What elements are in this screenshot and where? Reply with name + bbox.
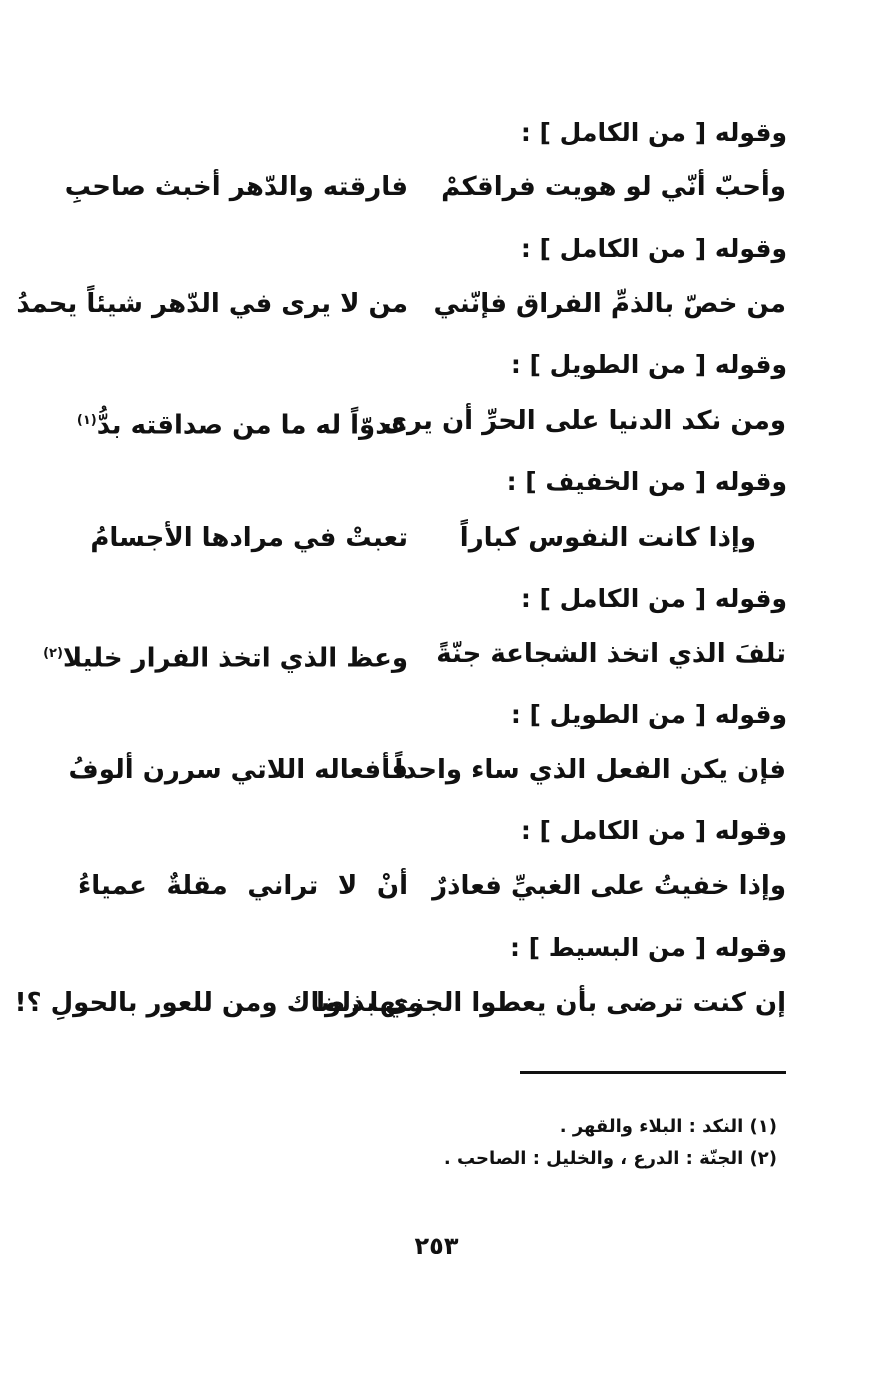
verse-first-hemistich: من خصّ بالذمِّ الفراق فإنّني bbox=[433, 289, 786, 319]
verse-heading: وقوله [ من الكامل ] : bbox=[520, 584, 787, 613]
verse-second-text: عدوّاً له ما من صداقته بدُّ bbox=[96, 410, 408, 441]
verse-first-hemistich: إن كنت ترضى بأن يعطوا الجزي بذلوا bbox=[316, 988, 786, 1018]
verse-second-hemistich: فأفعاله اللاتي سررن ألوفُ bbox=[68, 755, 408, 785]
verse-first-hemistich: وإذا كانت النفوس كباراً bbox=[459, 523, 756, 553]
verse-heading: وقوله [ من البسيط ] : bbox=[509, 933, 787, 962]
verse-line bbox=[16, 284, 786, 324]
verse-line bbox=[78, 518, 786, 558]
verse-heading: وقوله [ من الكامل ] : bbox=[520, 816, 787, 845]
verse-first-hemistich: فإن يكن الفعل الذي ساء واحداً bbox=[394, 755, 786, 785]
verse-second-hemistich: منها رضاك ومن للعور بالحولِ ؟! bbox=[14, 988, 423, 1018]
verse-heading: وقوله [ من الكامل ] : bbox=[520, 234, 787, 263]
verse-first-hemistich: ومن نكد الدنيا على الحرِّ أن يرى bbox=[383, 406, 786, 436]
verse-second-hemistich: فارقته والدّهر أخبث صاحبِ bbox=[64, 172, 408, 202]
verse-second-hemistich: من لا يرى في الدّهر شيئاً يحمدُ bbox=[16, 289, 408, 319]
verse-heading: وقوله [ من الخفيف ] : bbox=[506, 467, 787, 496]
verse-second-hemistich: تعبتْ في مرادها الأجسامُ bbox=[90, 523, 408, 553]
verse-line bbox=[78, 866, 786, 906]
verse-heading: وقوله [ من الطويل ] : bbox=[510, 700, 787, 729]
verse-second-hemistich bbox=[78, 401, 408, 446]
footnote-marker: (٢) bbox=[43, 646, 63, 661]
footnote-marker: (١) bbox=[76, 413, 97, 428]
verse-second-hemistich bbox=[43, 634, 408, 679]
verse-line bbox=[68, 750, 786, 790]
page-number: ٢٥٣ bbox=[414, 1232, 459, 1260]
verse-first-hemistich: وأحبّ أنّي لو هويت فراقكمْ bbox=[441, 172, 786, 202]
verse-first-hemistich: وإذا خفيتُ على الغبيِّ فعاذرٌ bbox=[432, 871, 786, 901]
verse-line bbox=[43, 634, 786, 674]
verse-second-text: وعظ الذي اتخذ الفرار خليلا bbox=[62, 643, 408, 674]
verse-second-hemistich: أنْ لا تراني مقلةٌ عمياءُ bbox=[78, 871, 408, 901]
verse-heading: وقوله [ من الكامل ] : bbox=[520, 118, 787, 147]
footnote: (١) النكد : البلاء والقهر . bbox=[559, 1116, 777, 1137]
footnote-separator bbox=[520, 1071, 786, 1074]
verse-line bbox=[78, 401, 786, 441]
verse-heading: وقوله [ من الطويل ] : bbox=[510, 350, 787, 379]
verse-line bbox=[64, 167, 786, 207]
verse-first-hemistich: تلفَ الذي اتخذ الشجاعة جنّةً bbox=[436, 639, 786, 669]
verse-line bbox=[14, 983, 786, 1023]
footnote: (٢) الجنّة : الدرع ، والخليل : الصاحب . bbox=[443, 1148, 777, 1169]
